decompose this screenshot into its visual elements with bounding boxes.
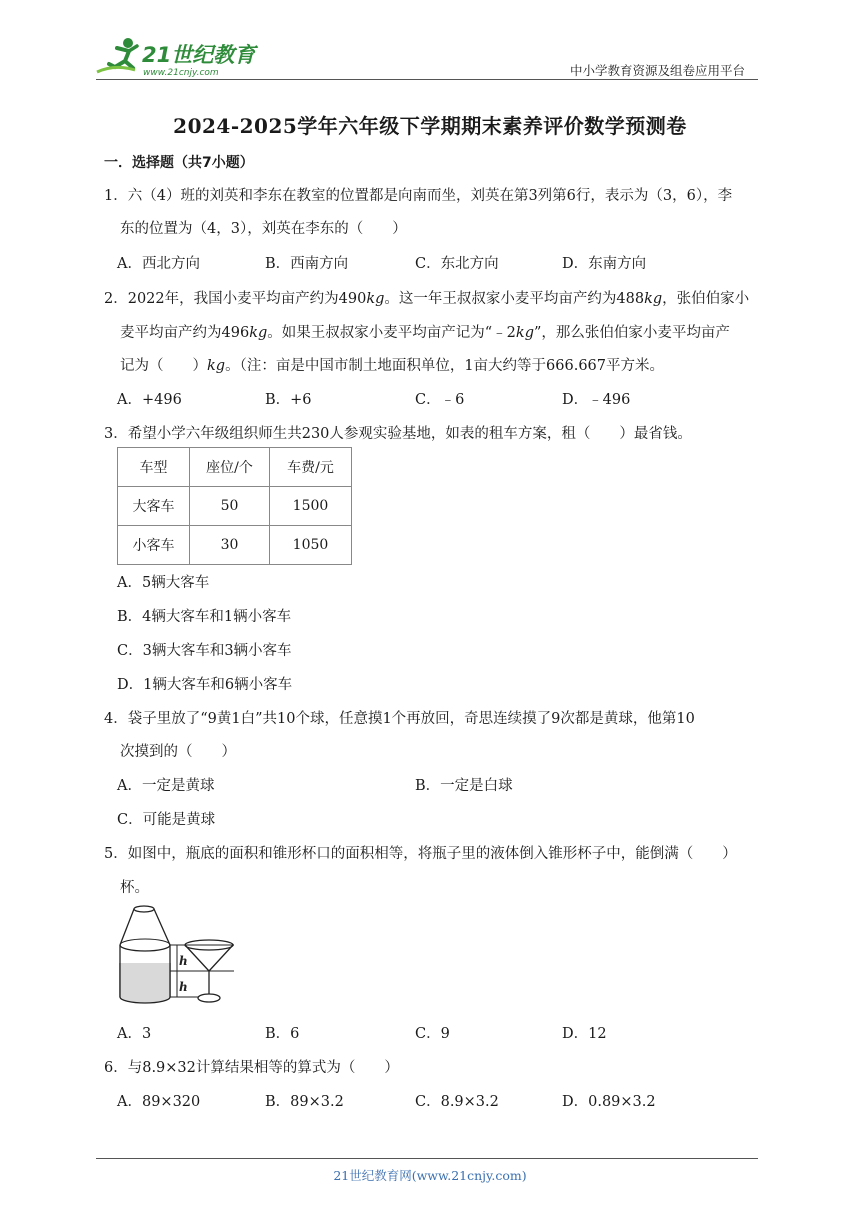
q2-line3-b: 。（注：亩是中国市制土地面积单位，1亩大约等于666.667平方米。 — [225, 358, 665, 374]
site-logo — [95, 34, 260, 80]
q2-line3-a: 记为（ ） — [120, 358, 207, 374]
q1-line2: 东的位置为（4，3），刘英在李东的（ ） — [120, 221, 407, 237]
table-cell: 30 — [190, 526, 270, 565]
footer-divider — [96, 1158, 758, 1159]
q4-option-a: A．一定是黄球 — [117, 778, 215, 794]
q2-line1-b: 。这一年王叔叔家小麦平均亩产约为488 — [384, 291, 645, 307]
q4-option-b: B．一定是白球 — [415, 778, 513, 794]
bottle-and-cone-figure — [117, 905, 235, 1009]
q1-option-c: C．东北方向 — [415, 256, 499, 272]
unit-kg: kg — [644, 291, 663, 307]
q4-line2: 次摸到的（ ） — [120, 744, 236, 760]
unit-kg: kg — [249, 325, 268, 341]
q5-option-d: D．12 — [562, 1026, 607, 1042]
q3-line1: 3．希望小学六年级组织师生共230人参观实验基地，如表的租车方案，租（ ）最省钱。 — [104, 426, 692, 442]
q1-option-d: D．东南方向 — [562, 256, 647, 272]
unit-kg: kg — [366, 291, 385, 307]
q6-line1: 6．与8.9×32计算结果相等的算式为（ ） — [104, 1060, 399, 1076]
table-cell: 1050 — [270, 526, 352, 565]
table-header-cell: 车费/元 — [270, 448, 352, 487]
table-header-row — [118, 448, 352, 487]
q5-option-a: A．3 — [117, 1026, 152, 1042]
q6-option-d: D．0.89×3.2 — [562, 1094, 656, 1110]
page-title: 2024-2025学年六年级下学期期末素养评价数学预测卷 — [173, 114, 687, 138]
q5-line1: 5．如图中，瓶底的面积和锥形杯口的面积相等，将瓶子里的液体倒入锥形杯子中，能倒满（ ） — [104, 846, 737, 862]
q1-line1: 1．六（4）班的刘英和李东在教室的位置都是向南而坐，刘英在第3列第6行，表示为（3，6），李 — [104, 188, 733, 204]
q4-line1: 4．袋子里放了“9黄1白”共10个球，任意摸1个再放回，奇思连续摸了9次都是黄球，他第10 — [104, 711, 695, 727]
q6-option-c: C．8.9×3.2 — [415, 1094, 499, 1110]
platform-label: 中小学教育资源及组卷应用平台 — [570, 63, 746, 78]
q2-line1-a: 2．2022年，我国小麦平均亩产约为490 — [104, 291, 367, 307]
footer-text: 21世纪教育网(www.21cnjy.com) — [333, 1168, 527, 1183]
table-cell: 1500 — [270, 487, 352, 526]
header-divider — [96, 79, 758, 80]
table-cell: 小客车 — [118, 526, 190, 565]
q2-line1 — [104, 287, 749, 308]
section-heading: 一．选择题（共7小题） — [104, 155, 254, 171]
q2-line2-a: 麦平均亩产约为496 — [120, 325, 250, 341]
q1-option-b: B．西南方向 — [265, 256, 349, 272]
q5-line2: 杯。 — [120, 880, 149, 896]
table-header-cell: 车型 — [118, 448, 190, 487]
table-cell: 50 — [190, 487, 270, 526]
q4-option-c: C．可能是黄球 — [117, 812, 216, 828]
q2-line2 — [120, 321, 730, 342]
q6-option-b: B．89×3.2 — [265, 1094, 344, 1110]
q2-line1-c: ，张伯伯家小 — [662, 291, 750, 307]
q6-option-a: A．89×320 — [117, 1094, 201, 1110]
q5-option-c: C．9 — [415, 1026, 450, 1042]
runner-logo-icon — [95, 34, 260, 80]
q5-option-b: B．6 — [265, 1026, 300, 1042]
table-header-cell: 座位/个 — [190, 448, 270, 487]
q2-line2-b: 。如果王叔叔家小麦平均亩产记为“﹣2 — [267, 325, 516, 341]
table-row — [118, 526, 352, 565]
table-cell: 大客车 — [118, 487, 190, 526]
q2-line3 — [120, 354, 664, 375]
height-label: h — [179, 980, 188, 994]
height-label: h — [179, 954, 188, 968]
q3-option-d: D．1辆大客车和6辆小客车 — [117, 677, 293, 693]
q3-option-b: B．4辆大客车和1辆小客车 — [117, 609, 292, 625]
q2-option-d: D．﹣496 — [562, 392, 631, 408]
q1-option-a: A．西北方向 — [117, 256, 200, 272]
q3-option-a: A．5辆大客车 — [117, 575, 210, 591]
logo-text: 21世纪教育 — [142, 43, 256, 67]
rental-table — [117, 447, 352, 565]
q2-line2-c: ”，那么张伯伯家小麦平均亩产 — [533, 325, 730, 341]
unit-kg: kg — [515, 325, 534, 341]
q2-option-b: B．+6 — [265, 392, 312, 408]
logo-url: www.21cnjy.com — [143, 68, 219, 78]
table-row — [118, 487, 352, 526]
q3-option-c: C．3辆大客车和3辆小客车 — [117, 643, 292, 659]
q2-option-a: A．+496 — [117, 392, 182, 408]
q2-option-c: C．﹣6 — [415, 392, 465, 408]
unit-kg: kg — [207, 358, 226, 374]
